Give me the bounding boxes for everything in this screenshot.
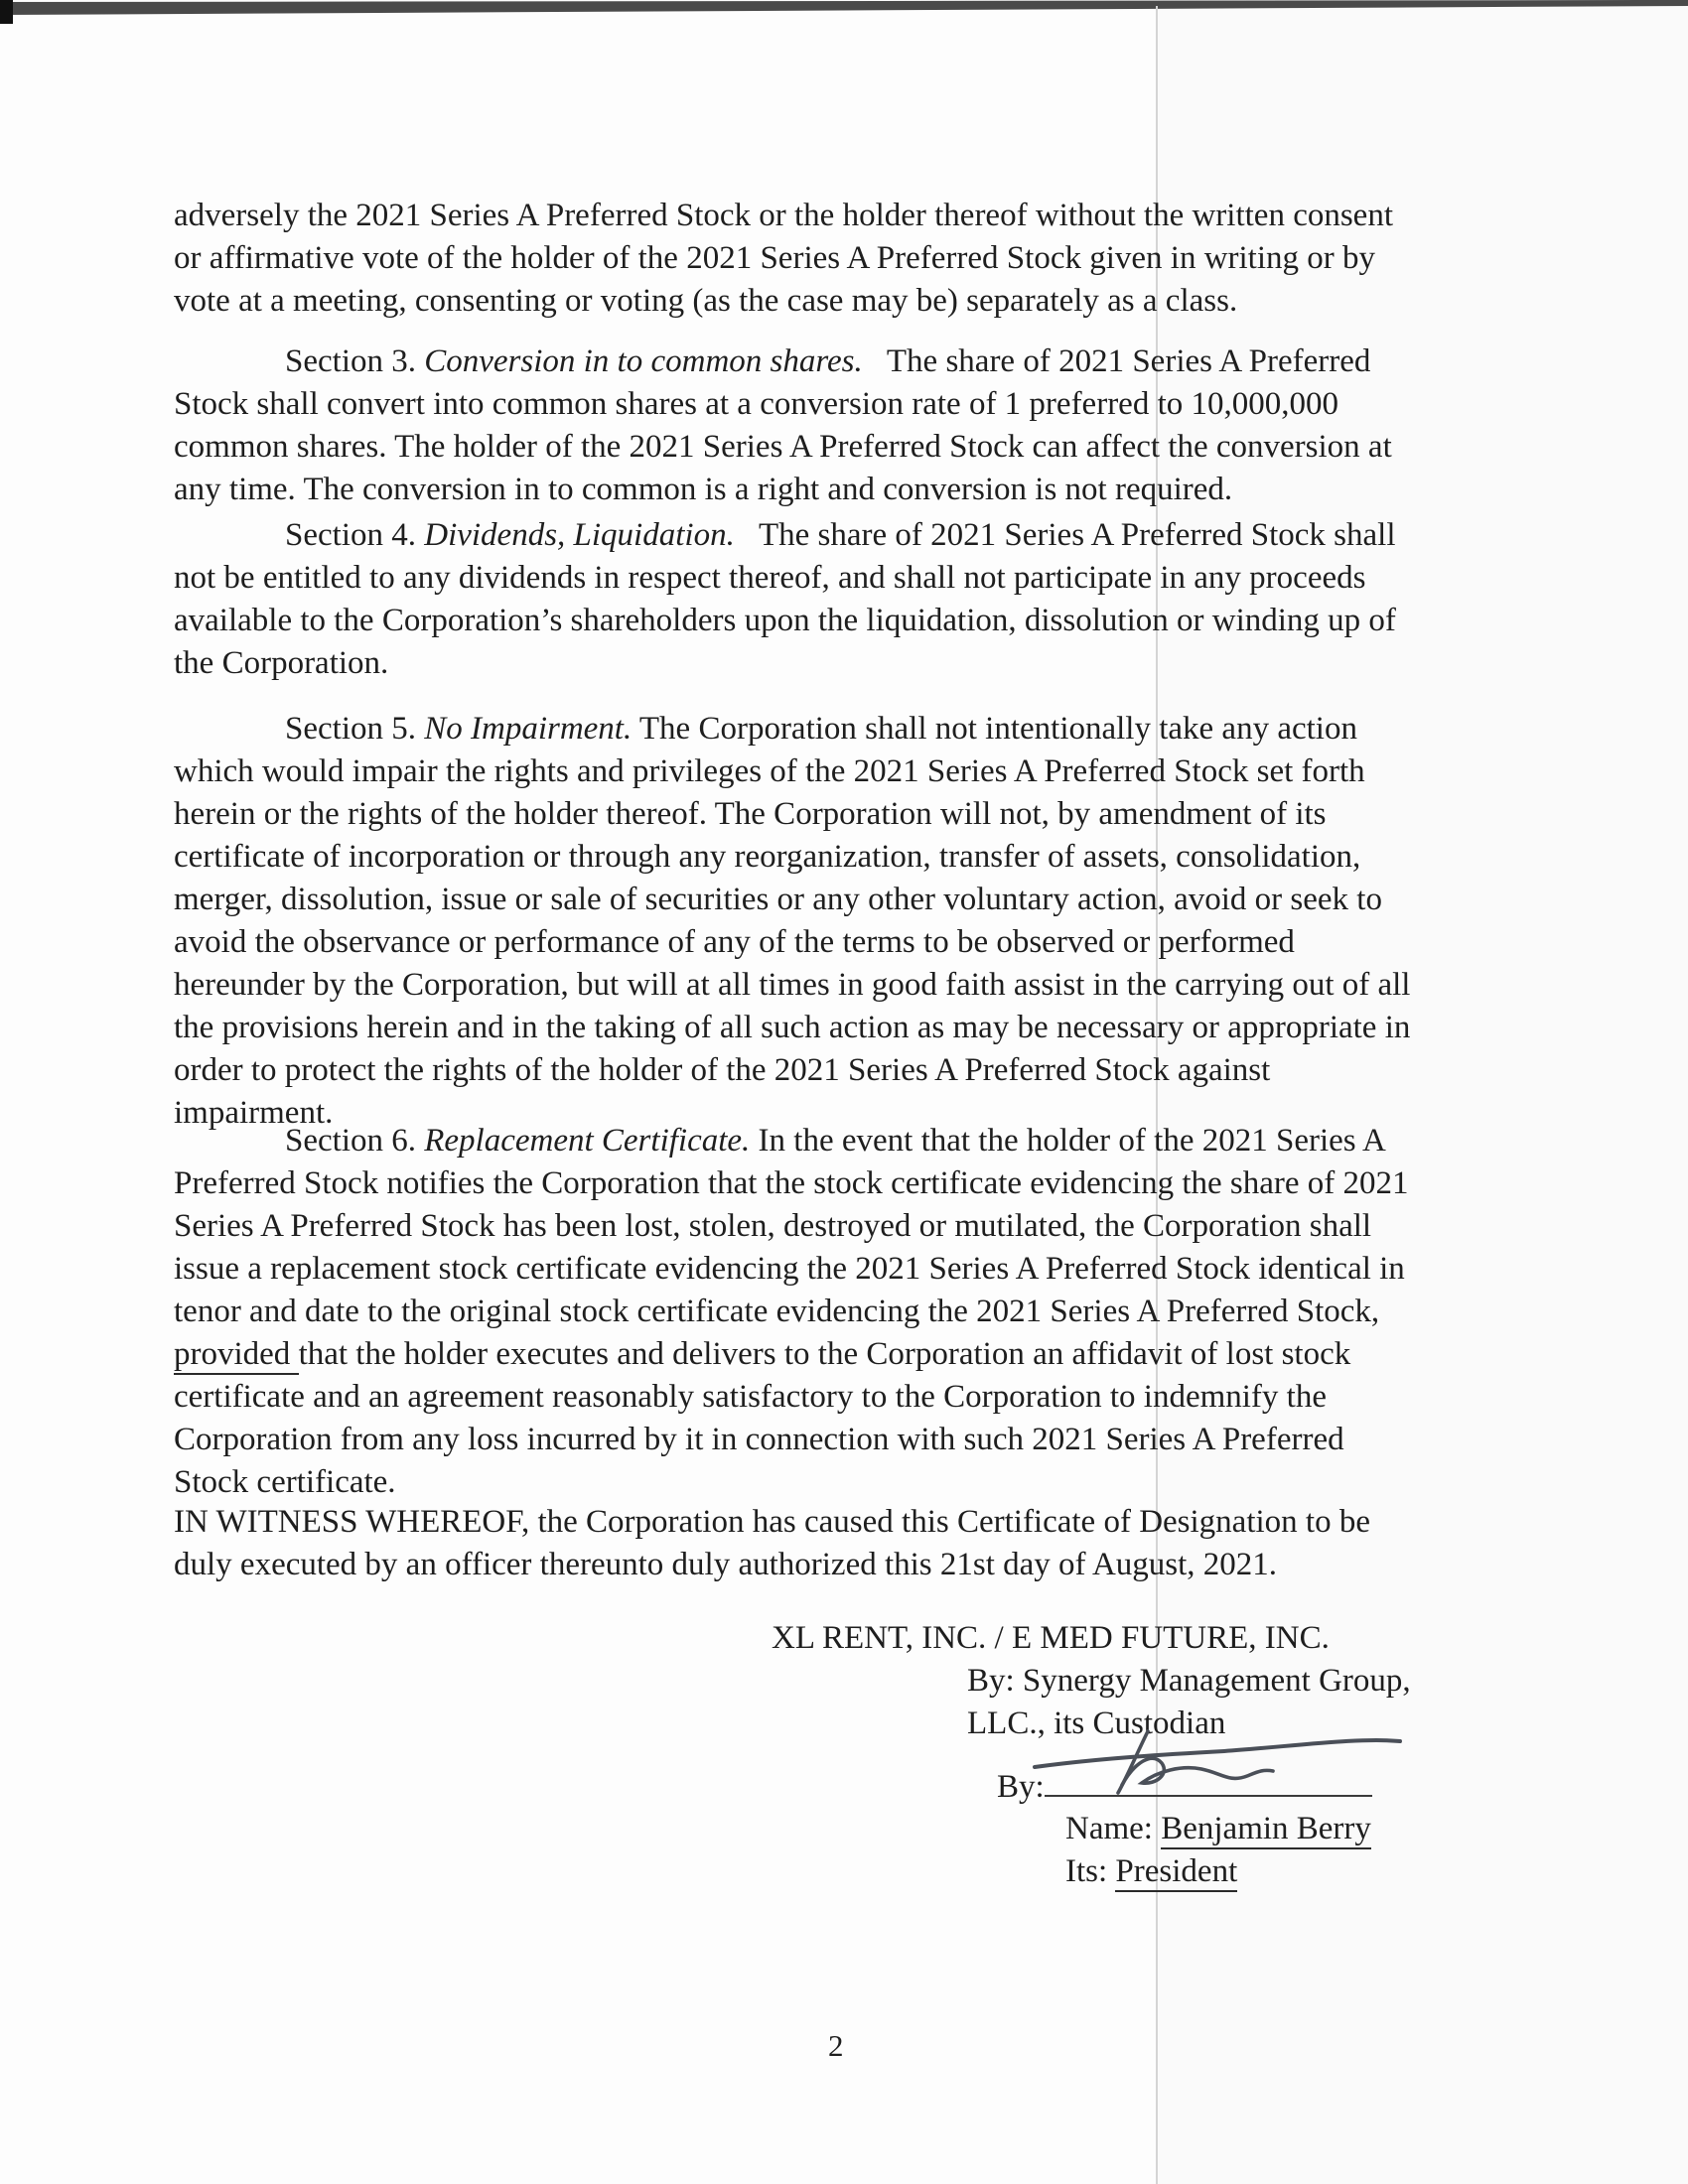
text-line: certificate and an agreement reasonably satisfactory to the Corporation to indemnify the (174, 1379, 1327, 1415)
text-line: Series A Preferred Stock has been lost, stolen, destroyed or mutilated, the Corporation shall (174, 1208, 1372, 1244)
text-line: order to protect the rights of the holder of the 2021 Series A Preferred Stock against (174, 1052, 1271, 1088)
text-run: The share of 2021 Series A Preferred (862, 343, 1371, 379)
section-label: Section 3. (285, 343, 425, 379)
company-name: XL RENT, INC. / E MED FUTURE, INC. (772, 1620, 1330, 1656)
text-line: issue a replacement stock certificate evidencing the 2021 Series A Preferred Stock identical in (174, 1251, 1405, 1287)
underlined-word-provided: provided (174, 1336, 299, 1375)
section-title: No Impairment. (424, 711, 633, 747)
text-line: the provisions herein and in the taking of all such action as may be necessary or appropriate in (174, 1010, 1411, 1045)
section-label: Section 5. (285, 711, 425, 747)
signer-name: Benjamin Berry (1161, 1811, 1371, 1849)
section-label: Section 6. (285, 1123, 425, 1159)
text-line: certificate of incorporation or through any reorganization, transfer of assets, consolidation, (174, 839, 1361, 875)
section-heading-line (174, 708, 1410, 751)
text-line: any time. The conversion in to common is a right and conversion is not required. (174, 472, 1233, 507)
signature-company-line (772, 1617, 1330, 1660)
text-line: the Corporation. (174, 645, 389, 681)
witness-paragraph (174, 1501, 1370, 1586)
text-run: that the holder executes and delivers to the Corporation an affidavit of lost stock (298, 1336, 1351, 1372)
section-heading-line (174, 1120, 1409, 1162)
signature-title-row (1065, 1850, 1237, 1893)
text-line: Stock certificate. (174, 1464, 396, 1500)
text-line: merger, dissolution, issue or sale of securities or any other voluntary action, avoid or seek to (174, 882, 1382, 917)
signature-by-row (997, 1761, 1372, 1809)
section-4-paragraph (174, 514, 1396, 685)
text-line: tenor and date to the original stock certificate evidencing the 2021 Series A Preferred Stock, (174, 1294, 1380, 1329)
text-line: hereunder by the Corporation, but will at all times in good faith assist in the carrying out of all (174, 967, 1411, 1003)
intro-paragraph (174, 195, 1393, 323)
text-line: common shares. The holder of the 2021 Series A Preferred Stock can affect the conversion at (174, 429, 1392, 465)
section-heading-line (174, 341, 1392, 383)
text-run: In the event that the holder of the 2021 Series A (750, 1123, 1386, 1159)
name-label: Name: (1065, 1811, 1162, 1846)
its-label: Its: (1065, 1853, 1116, 1889)
text-line: not be entitled to any dividends in respect thereof, and shall not participate in any proceeds (174, 560, 1366, 596)
section-5-paragraph (174, 708, 1410, 1135)
by-label: By: (997, 1769, 1045, 1805)
text-line: herein or the rights of the holder thereof. The Corporation will not, by amendment of its (174, 796, 1327, 832)
text-line: vote at a meeting, consenting or voting (as the case may be) separately as a class. (174, 283, 1238, 319)
text-line: available to the Corporation’s shareholders upon the liquidation, dissolution or winding up of (174, 603, 1396, 638)
text-line: Preferred Stock notifies the Corporation that the stock certificate evidencing the share of 2021 (174, 1165, 1409, 1201)
text-line (174, 1333, 1409, 1376)
section-6-paragraph (174, 1120, 1409, 1504)
text-line: impairment. (174, 1095, 334, 1131)
text-line: duly executed by an officer thereunto duly authorized this 21st day of August, 2021. (174, 1547, 1278, 1582)
text-line: which would impair the rights and privileges of the 2021 Series A Preferred Stock set forth (174, 753, 1365, 789)
page-number: 2 (828, 2028, 844, 2063)
custodian-line: LLC., its Custodian (967, 1706, 1226, 1741)
text-line: IN WITNESS WHEREOF, the Corporation has caused this Certificate of Designation to be (174, 1504, 1370, 1540)
text-line: Corporation from any loss incurred by it in connection with such 2021 Series A Preferred (174, 1422, 1344, 1457)
custodian-line: By: Synergy Management Group, (967, 1663, 1411, 1699)
section-title: Dividends, Liquidation. (424, 517, 735, 553)
section-title: Replacement Certificate. (424, 1123, 751, 1159)
section-3-paragraph (174, 341, 1392, 511)
text-run: The Corporation shall not intentionally take any action (632, 711, 1357, 747)
text-line: avoid the observance or performance of any of the terms to be observed or performed (174, 924, 1295, 960)
signature-name-row (1065, 1808, 1371, 1850)
signer-title: President (1115, 1853, 1237, 1892)
signature-line (1045, 1761, 1372, 1797)
text-line: adversely the 2021 Series A Preferred Stock or the holder thereof without the written consent (174, 198, 1393, 233)
text-line: or affirmative vote of the holder of the 2021 Series A Preferred Stock given in writing or by (174, 240, 1376, 276)
section-label: Section 4. (285, 517, 425, 553)
section-title: Conversion in to common shares. (424, 343, 863, 379)
section-heading-line (174, 514, 1396, 557)
text-line: Stock shall convert into common shares at a conversion rate of 1 preferred to 10,000,000 (174, 386, 1338, 422)
scan-artifact-top-bar (0, 0, 1688, 26)
text-run: The share of 2021 Series A Preferred Stock shall (734, 517, 1396, 553)
